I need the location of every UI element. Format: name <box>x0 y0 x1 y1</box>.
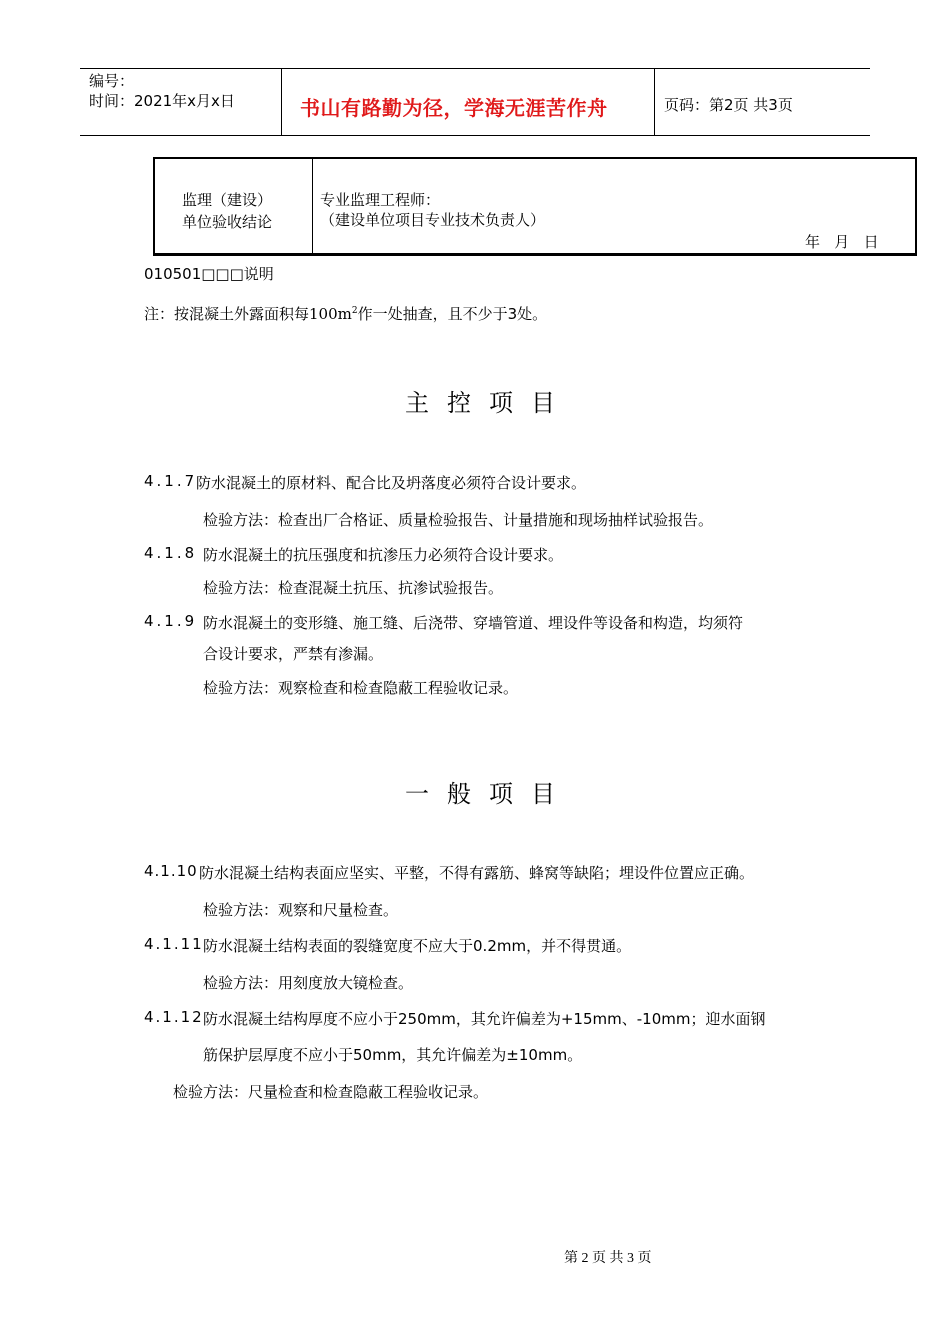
item-text: 防水混凝土结构表面的裂缝宽度不应大于0.2mm，并不得贯通。 <box>203 937 632 955</box>
item-text-continued: 合设计要求，严禁有渗漏。 <box>203 645 384 663</box>
header-top-rule <box>80 68 870 69</box>
item-method: 检验方法：检查混凝土抗压、抗渗试验报告。 <box>203 579 504 597</box>
general-heading: 一般项目 <box>405 780 573 808</box>
item-text: 防水混凝土的变形缝、施工缝、后浇带、穿墙管道、埋设件等设备和构造，均须符 <box>203 614 744 632</box>
header-bottom-rule <box>80 135 870 136</box>
note-suffix: 作一处抽查，且不少于3处。 <box>357 305 548 323</box>
item-method: 检验方法：检查出厂合格证、质量检验报告、计量措施和现场抽样试验报告。 <box>203 511 714 529</box>
item-number: 4.1.12 <box>144 1008 204 1026</box>
code-line: 010501□□□说明 <box>144 265 274 283</box>
approval-divider <box>312 159 313 253</box>
note-prefix: 注：按混凝土外露面积每 <box>144 305 310 323</box>
item-method: 检验方法：观察和尺量检查。 <box>203 901 399 919</box>
item-text: 防水混凝土结构厚度不应小于250mm，其允许偏差为+15mm、-10mm；迎水面钢 <box>203 1010 766 1028</box>
note-sup: 2 <box>351 306 358 316</box>
item-number: 4.1.11 <box>144 935 204 953</box>
item-text: 防水混凝土的原材料、配合比及坍落度必须符合设计要求。 <box>196 474 587 492</box>
item-method: 检验方法：观察检查和检查隐蔽工程验收记录。 <box>203 679 519 697</box>
item-method: 检验方法：尺量检查和检查隐蔽工程验收记录。 <box>173 1083 489 1101</box>
motto-text: 书山有路勤为径，学海无涯苦作舟 <box>300 96 608 120</box>
item-number: 4.1.9 <box>144 612 198 630</box>
approval-left-line2: 单位验收结论 <box>182 213 273 231</box>
main-control-heading: 主控项目 <box>405 389 573 417</box>
engineer-label: 专业监理工程师： <box>320 191 441 209</box>
number-label: 编号： <box>89 72 135 90</box>
header-divider-right <box>654 68 655 136</box>
approval-left-line1: 监理（建设） <box>182 191 273 209</box>
item-number: 4.1.7 <box>144 472 198 490</box>
note-line <box>144 303 547 324</box>
time-label: 时间：2021年x月x日 <box>89 92 235 110</box>
item-text: 防水混凝土的抗压强度和抗渗压力必须符合设计要求。 <box>203 546 564 564</box>
page-info: 页码：第2页 共3页 <box>664 96 793 114</box>
item-method: 检验方法：用刻度放大镜检查。 <box>203 974 414 992</box>
page-footer: 第 2 页 共 3 页 <box>564 1251 652 1266</box>
item-text: 防水混凝土结构表面应坚实、平整，不得有露筋、蜂窝等缺陷；埋设件位置应正确。 <box>199 864 755 882</box>
header-divider-left <box>281 68 282 136</box>
owner-label: （建设单位项目专业技术负责人） <box>320 211 546 229</box>
item-number: 4.1.8 <box>144 544 198 562</box>
item-number: 4.1.10 <box>144 862 198 880</box>
approval-date: 年 月 日 <box>805 233 879 251</box>
item-text-continued: 筋保护层厚度不应小于50mm，其允许偏差为±10mm。 <box>203 1046 583 1064</box>
note-area: 100m <box>309 305 352 323</box>
